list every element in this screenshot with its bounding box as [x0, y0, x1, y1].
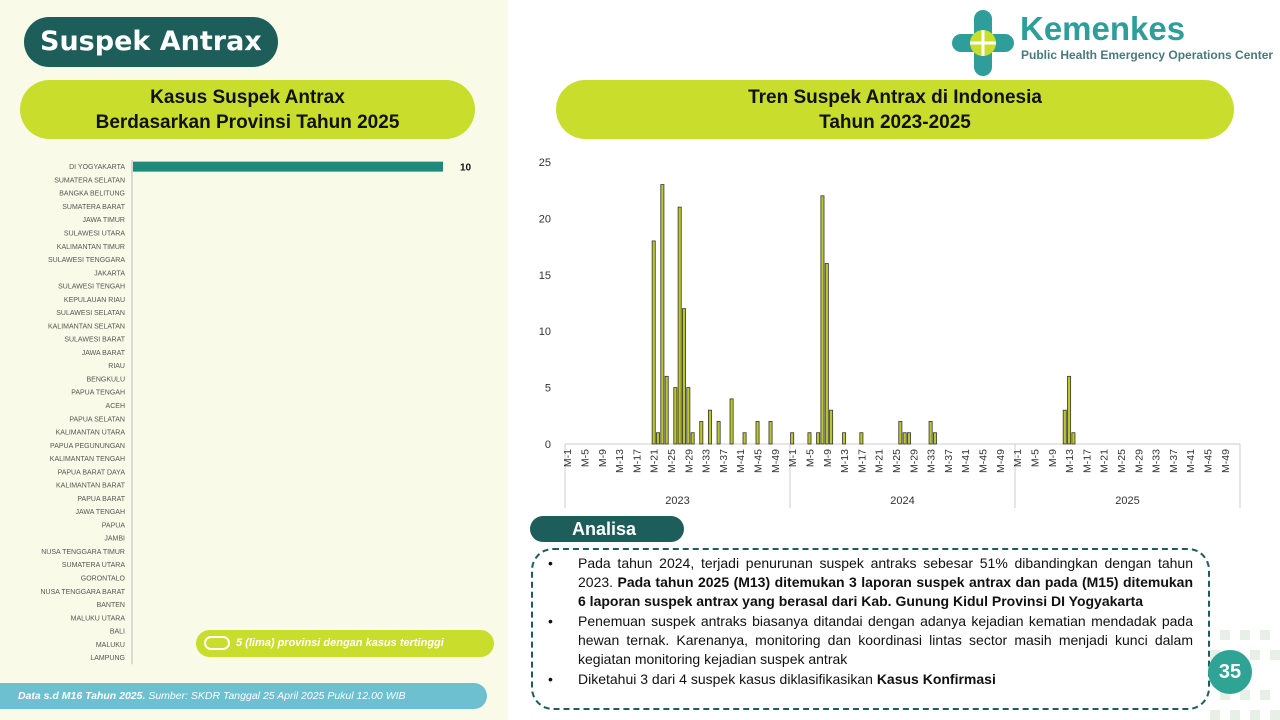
x-tick-label: M-13 — [839, 449, 852, 473]
y-tick-label: 5 — [544, 382, 551, 395]
analysis-text: Pada tahun 2025 (M13) ditemukan 3 laporan suspek antrax dan pada (M15) ditemukan 6 laporan suspek antrax yang berasal dari Kab. Gunung Kidul Provinsi DI Yogyakarta — [578, 574, 1193, 609]
year-label: 2025 — [1115, 495, 1140, 507]
province-label: KALIMANTAN UTARA — [55, 429, 125, 437]
kemenkes-logo — [952, 8, 1272, 78]
province-label: SULAWESI TENGAH — [58, 283, 125, 291]
trend-bar — [933, 433, 936, 444]
y-tick-label: 20 — [538, 213, 551, 226]
x-tick-label: M-41 — [735, 449, 748, 473]
x-tick-label: M-49 — [769, 449, 782, 473]
logo-subtitle: Public Health Emergency Operations Center — [1021, 48, 1274, 62]
trend-bar — [907, 433, 910, 444]
province-label: KALIMANTAN BARAT — [56, 482, 125, 490]
province-label: BALI — [109, 628, 125, 636]
analysis-text: Pada tahun 2024, terjadi penurunan suspek antraks sebesar 51% dibandingkan dengan tahun 2023. — [578, 555, 1193, 590]
trend-bar — [791, 433, 794, 444]
trend-bar — [899, 421, 902, 444]
x-tick-label: M-1 — [787, 449, 800, 468]
source-bold: Data s.d M16 Tahun 2025. — [18, 690, 146, 702]
trend-bar — [743, 433, 746, 444]
analysis-item — [547, 670, 1193, 689]
analysis-list — [547, 554, 1193, 690]
y-tick-label: 10 — [538, 326, 551, 339]
trend-bar — [656, 433, 659, 444]
trend-bar — [808, 433, 811, 444]
province-label: JAWA TIMUR — [82, 217, 125, 225]
x-tick-label: M-49 — [1219, 449, 1232, 473]
x-tick-label: M-37 — [1167, 449, 1180, 473]
trend-bar — [661, 185, 664, 444]
x-tick-label: M-41 — [960, 449, 973, 473]
y-tick-label: 0 — [544, 439, 551, 451]
trend-bar — [769, 421, 772, 444]
x-tick-label: M-21 — [648, 449, 661, 473]
x-tick-label: M-33 — [700, 449, 713, 473]
province-label: SUMATERA UTARA — [61, 562, 125, 570]
bullet-icon: • — [548, 671, 553, 687]
y-tick-label: 15 — [538, 269, 551, 282]
province-label: MALUKU — [95, 641, 125, 649]
trend-bar — [929, 421, 932, 444]
x-tick-label: M-29 — [1133, 449, 1146, 473]
x-tick-label: M-49 — [994, 449, 1007, 473]
x-tick-label: M-21 — [1098, 449, 1111, 473]
trend-bar — [1063, 410, 1066, 444]
analysis-item — [547, 554, 1193, 611]
trend-bar — [821, 196, 824, 444]
x-tick-label: M-5 — [804, 449, 817, 468]
x-tick-label: M-45 — [977, 449, 990, 473]
x-tick-label: M-5 — [1029, 449, 1042, 468]
province-chart-title-line-1: Kasus Suspek Antrax — [150, 86, 345, 108]
x-tick-label: M-9 — [596, 449, 609, 468]
trend-bar — [1072, 433, 1075, 444]
province-label: JAKARTA — [94, 270, 125, 278]
x-tick-label: M-1 — [1012, 449, 1025, 468]
year-label: 2024 — [890, 495, 915, 507]
province-chart-title-line-2: Berdasarkan Provinsi Tahun 2025 — [95, 111, 400, 133]
province-bar-chart — [0, 150, 508, 670]
trend-chart-title — [556, 80, 1234, 139]
province-label: PAPUA — [101, 522, 125, 530]
x-tick-label: M-29 — [908, 449, 921, 473]
province-label: SULAWESI TENGGARA — [47, 257, 125, 265]
province-label: PAPUA BARAT — [77, 495, 125, 503]
trend-bar — [1068, 376, 1071, 444]
x-tick-label: M-17 — [1081, 449, 1094, 473]
province-label: SUMATERA SELATAN — [54, 177, 125, 185]
legend-marker-icon — [204, 636, 230, 650]
trend-bar — [860, 433, 863, 444]
province-label: GORONTALO — [80, 575, 125, 583]
province-bar — [133, 162, 443, 172]
province-label: KALIMANTAN TIMUR — [56, 243, 125, 251]
x-tick-label: M-33 — [1150, 449, 1163, 473]
analysis-item — [547, 612, 1193, 669]
source-text: Sumber: SKDR Tanggal 25 April 2025 Pukul 12.00 WIB — [145, 690, 406, 702]
province-label: BENGKULU — [86, 376, 125, 384]
x-tick-label: M-25 — [666, 449, 679, 473]
trend-bar — [700, 421, 703, 444]
province-label: JAMBI — [104, 535, 125, 543]
x-tick-label: M-17 — [856, 449, 869, 473]
province-label: NUSA TENGGARA TIMUR — [41, 548, 125, 556]
province-label: PAPUA TENGAH — [71, 389, 125, 397]
province-label: KALIMANTAN SELATAN — [47, 323, 125, 331]
x-tick-label: M-29 — [683, 449, 696, 473]
trend-bar — [756, 421, 759, 444]
analysis-text: Kasus Konfirmasi — [876, 671, 996, 687]
trend-chart-title-line-2: Tahun 2023-2025 — [819, 111, 971, 133]
trend-bar — [830, 410, 833, 444]
page-title: Suspek Antrax — [24, 17, 278, 67]
province-label: ACEH — [105, 402, 125, 410]
province-chart-title — [20, 80, 475, 139]
province-label: KALIMANTAN TENGAH — [49, 456, 125, 464]
trend-bar — [691, 433, 694, 444]
kemenkes-logo-icon — [952, 10, 1016, 76]
province-label: MALUKU UTARA — [70, 615, 125, 623]
x-tick-label: M-21 — [873, 449, 886, 473]
trend-chart-title-line-1: Tren Suspek Antrax di Indonesia — [748, 86, 1042, 108]
province-label: DI YOGYAKARTA — [69, 164, 125, 172]
source-note — [0, 683, 487, 709]
bullet-icon: • — [548, 613, 553, 629]
province-label: SULAWESI SELATAN — [56, 310, 125, 318]
province-label: SULAWESI BARAT — [64, 336, 125, 344]
legend — [196, 630, 494, 657]
province-label: JAWA BARAT — [81, 349, 125, 357]
trend-bar — [708, 410, 711, 444]
province-label: LAMPUNG — [90, 655, 125, 663]
x-tick-label: M-37 — [942, 449, 955, 473]
analysis-text: Diketahui 3 dari 4 suspek kasus diklasifikasikan — [578, 671, 877, 687]
x-tick-label: M-5 — [579, 449, 592, 468]
trend-bar — [717, 421, 720, 444]
trend-bar — [730, 399, 733, 444]
province-label: PAPUA BARAT DAYA — [57, 469, 125, 477]
trend-bar — [825, 264, 828, 444]
x-tick-label: M-1 — [562, 449, 575, 468]
province-data-label: 10 — [460, 162, 472, 174]
province-label: SULAWESI UTARA — [63, 230, 125, 238]
analysis-text: Penemuan suspek antraks biasanya ditandai dengan adanya kejadian kematian mendadak pada hewan ternak. Karenanya, monitoring dan koordinasi lintas sector masih menjadi kunci dalam kegiatan monitoring kejadian suspek antrak — [578, 613, 1193, 667]
x-tick-label: M-9 — [821, 449, 834, 468]
bullet-icon: • — [548, 555, 553, 571]
trend-bar — [687, 388, 690, 444]
province-label: BANTEN — [96, 602, 125, 610]
province-label: PAPUA SELATAN — [69, 416, 125, 424]
x-tick-label: M-45 — [752, 449, 765, 473]
province-label: BANGKA BELITUNG — [59, 190, 125, 198]
x-tick-label: M-25 — [1116, 449, 1129, 473]
province-label: KEPULAUAN RIAU — [63, 296, 125, 304]
year-label: 2023 — [665, 495, 690, 507]
province-label: PAPUA PEGUNUNGAN — [50, 442, 125, 450]
trend-bar — [843, 433, 846, 444]
x-tick-label: M-37 — [717, 449, 730, 473]
x-tick-label: M-13 — [1064, 449, 1077, 473]
analysis-title: Analisa — [530, 516, 684, 542]
x-tick-label: M-45 — [1202, 449, 1215, 473]
province-label: RIAU — [108, 363, 125, 371]
trend-bar — [652, 241, 655, 444]
province-label: SUMATERA BARAT — [62, 203, 125, 211]
trend-bar — [665, 376, 668, 444]
legend-label: 5 (lima) provinsi dengan kasus tertinggi — [236, 637, 444, 649]
province-label: JAWA TENGAH — [75, 509, 125, 517]
page-number: 35 — [1208, 650, 1252, 694]
trend-bar — [678, 207, 681, 444]
x-tick-label: M-13 — [614, 449, 627, 473]
trend-bar — [903, 433, 906, 444]
trend-bar — [674, 388, 677, 444]
trend-bar — [682, 309, 685, 444]
logo-name: Kemenkes — [1020, 10, 1186, 47]
x-tick-label: M-17 — [631, 449, 644, 473]
x-tick-label: M-25 — [891, 449, 904, 473]
y-tick-label: 25 — [538, 157, 551, 169]
trend-bar — [817, 433, 820, 444]
x-tick-label: M-9 — [1046, 449, 1059, 468]
x-tick-label: M-33 — [925, 449, 938, 473]
province-label: NUSA TENGGARA BARAT — [40, 588, 125, 596]
x-tick-label: M-41 — [1185, 449, 1198, 473]
trend-bar-chart — [525, 148, 1250, 518]
